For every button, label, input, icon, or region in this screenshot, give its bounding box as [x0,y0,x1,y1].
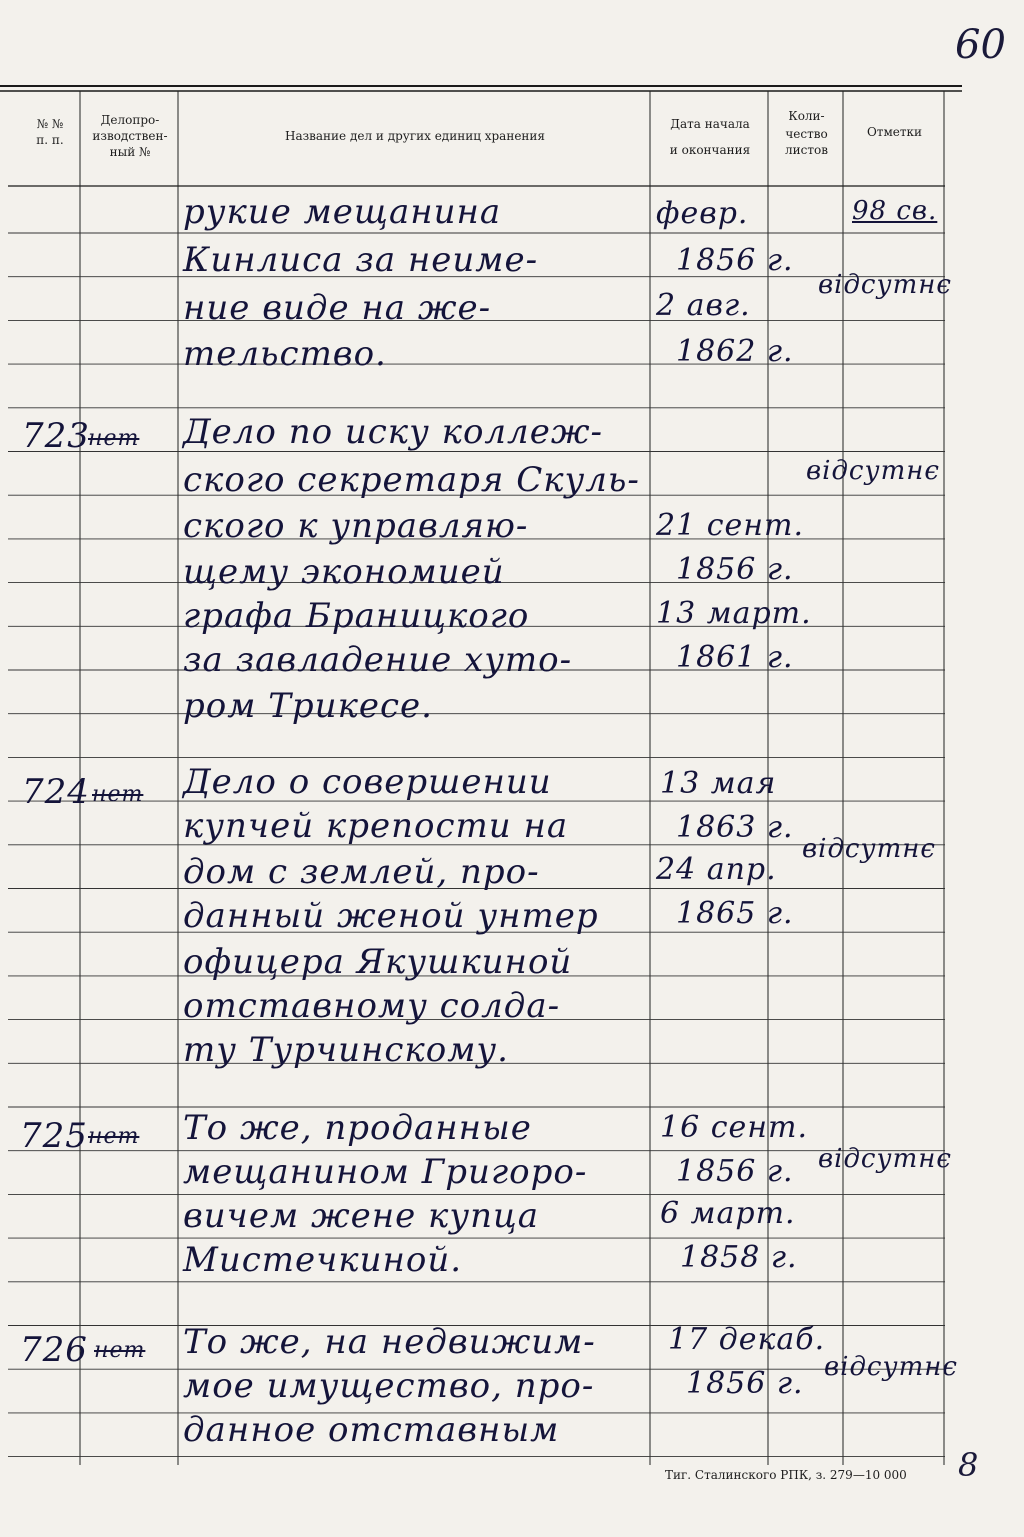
date-line: 1856 г. [676,243,794,278]
title-line: Дело о совершении [183,762,552,802]
header-col-sheet-count: Коли- чество листов [785,109,828,157]
entry-number: 724 [22,772,90,812]
date-line: 2 авг. [656,288,751,323]
note-bundle: 98 св. [852,196,938,226]
note-absent: відсутнє [818,1144,952,1174]
title-line: тельство. [183,334,387,374]
title-line: ского к управляю- [183,506,529,546]
note-absent: відсутнє [806,456,940,486]
date-line: 21 сент. [656,508,805,543]
title-line: Кинлиса за неиме- [183,240,539,280]
note-absent: відсутнє [818,270,952,300]
date-line: 13 март. [656,596,812,631]
title-line: ского секретаря Скуль- [183,460,640,500]
date-line: 1856 г. [676,1154,794,1189]
header-col-number: № № п. п. [36,117,64,147]
header-col-dates: Дата начала и окончания [669,117,751,157]
title-line: щему экономией [183,552,505,592]
date-line: 1865 г. [676,896,794,931]
title-line: мещанином Григоро- [183,1152,588,1192]
case-ref: нет [92,782,144,807]
header-col-notes: Отметки [866,125,923,139]
date-line: 16 сент. [660,1110,809,1145]
title-line: Дело по иску коллеж- [183,412,603,452]
title-line: офицера Якушкиной [183,942,573,982]
title-line: рукие мещанина [183,192,502,232]
entry-number: 726 [20,1330,88,1370]
title-line: за завладение хуто- [183,640,573,680]
date-line: 1862 г. [676,334,794,369]
case-ref: нет [88,1124,140,1149]
title-line: ние виде на же- [183,288,492,328]
date-line: 6 март. [660,1196,796,1231]
date-line: 1856 г. [676,552,794,587]
date-line: 24 апр. [656,852,777,887]
title-line: То же, проданные [183,1108,532,1148]
case-ref: нет [88,426,140,451]
entry-number: 725 [20,1116,88,1156]
title-line: дом с землей, про- [183,852,540,892]
title-line: вичем жене купца [183,1196,539,1236]
date-line: 13 мая [660,766,777,801]
entry-number: 723 [22,416,90,456]
date-line: 1858 г. [680,1240,798,1275]
title-line: То же, на недвижим- [183,1322,596,1362]
title-line: отставному солда- [183,986,561,1026]
date-line: 1863 г. [676,810,794,845]
date-line: 1861 г. [676,640,794,675]
note-absent: відсутнє [824,1352,958,1382]
title-line: данное отставным [183,1410,560,1450]
title-line: графа Браницкого [183,596,530,636]
title-line: ту Турчинскому. [183,1030,509,1070]
title-line: ром Трикесе. [183,686,433,726]
date-line: февр. [656,196,749,231]
footer-mark: 8 [958,1446,979,1484]
title-line: Мистечкиной. [183,1240,463,1280]
header-col-title: Название дел и других единиц хранения [284,129,545,143]
case-ref: нет [94,1338,146,1363]
header-col-case-number: Делопро- изводствен- ный № [92,113,168,159]
note-absent: відсутнє [802,834,936,864]
title-line: данный женой унтер [183,896,599,936]
page-number: 60 [955,22,1006,68]
title-line: купчей крепости на [183,806,569,846]
title-line: мое имущество, про- [183,1366,595,1406]
printer-imprint: Тиг. Сталинского РПК, з. 279—10 000 [665,1468,907,1482]
date-line: 1856 г. [686,1366,804,1401]
date-line: 17 декаб. [668,1322,826,1357]
